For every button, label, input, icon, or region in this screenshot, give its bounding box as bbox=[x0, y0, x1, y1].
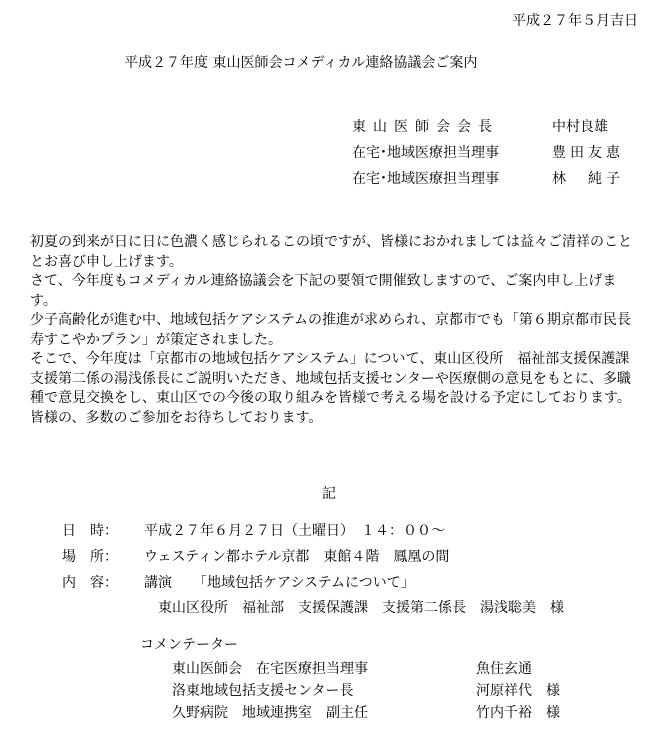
body-paragraph: 皆様の、多数のご参加をお待ちしております。 bbox=[30, 409, 323, 426]
signatory-name: 中村良雄 bbox=[552, 119, 608, 135]
signatory-role: 東山医師会会長 bbox=[352, 119, 499, 135]
detail-label: 場 所： bbox=[62, 549, 118, 565]
signatory-row bbox=[352, 118, 624, 144]
commentator-name: 魚住玄通 bbox=[476, 661, 532, 677]
body-paragraph: さて、今年度もコメディカル連絡協議会を下記の要領で開催致しますので、ご案内申し上げます。 bbox=[30, 273, 617, 309]
speaker-line: 東山区役所 福祉部 支援保護課 支援第二係長 湯浅聡美 様 bbox=[158, 600, 564, 616]
detail-label: 内 容： bbox=[62, 575, 118, 591]
commentator-block bbox=[140, 636, 560, 726]
document-title: 平成２７年度 東山医師会コメディカル連絡協議会ご案内 bbox=[124, 55, 478, 71]
commentator-row bbox=[140, 660, 560, 682]
signatory-block bbox=[352, 118, 624, 196]
detail-row-datetime bbox=[62, 522, 449, 548]
detail-row-content bbox=[62, 574, 449, 600]
detail-row-venue bbox=[62, 548, 449, 574]
body-paragraph: 初夏の到来が日に日に色濃く感じられるこの頃ですが、皆様におかれましては益々ご清祥のこととお喜び申し上げます。 bbox=[30, 234, 632, 270]
signatory-row bbox=[352, 170, 624, 196]
detail-value: 講演 「地域包括ケアシステムについて」 bbox=[144, 575, 415, 591]
body-paragraph: 少子高齢化が進む中、地域包括ケアシステムの推進が求められ、京都市でも「第６期京都市民長寿すこやかプラン」が策定されました。 bbox=[30, 312, 631, 348]
detail-label: 日 時： bbox=[62, 523, 118, 539]
commentator-row bbox=[140, 704, 560, 726]
commentator-row bbox=[140, 682, 560, 704]
commentator-org: 久野病院 地域連携室 副主任 bbox=[172, 705, 368, 721]
detail-value: ウェスティン都ホテル京都 東館４階 鳳凰の間 bbox=[144, 549, 450, 565]
signatory-row bbox=[352, 144, 624, 170]
commentator-name: 河原祥代 様 bbox=[476, 683, 560, 699]
detail-value: 平成２７年６月２７日（土曜日） １４：００～ bbox=[144, 523, 445, 539]
commentator-heading: コメンテーター bbox=[140, 637, 238, 653]
signatory-name: 豊田友恵 bbox=[552, 145, 624, 161]
letter-body bbox=[30, 233, 642, 428]
commentator-org: 東山医師会 在宅医療担当理事 bbox=[172, 661, 368, 677]
signatory-role: 在宅･地域医療担当理事 bbox=[352, 171, 499, 187]
ki-heading: 記 bbox=[322, 486, 336, 502]
document-date: 平成２７年５月吉日 bbox=[512, 13, 638, 29]
signatory-name: 林 純子 bbox=[552, 171, 624, 187]
event-details bbox=[62, 522, 449, 600]
body-paragraph: そこで、今年度は「京都市の地域包括ケアシステム」について、東山区役所 福祉部支援保護課 支援第二係の湯浅係長にご説明いただき、地域包括支援センターや医療側の意見をもとに、多職種で意見交換をし、東山区での今後の取り組みを皆様で考える場を設ける予定にしております。 bbox=[30, 351, 644, 406]
commentator-org: 洛東地域包括支援センター長 bbox=[172, 683, 354, 699]
commentator-name: 竹内千裕 様 bbox=[476, 705, 560, 721]
signatory-role: 在宅･地域医療担当理事 bbox=[352, 145, 499, 161]
